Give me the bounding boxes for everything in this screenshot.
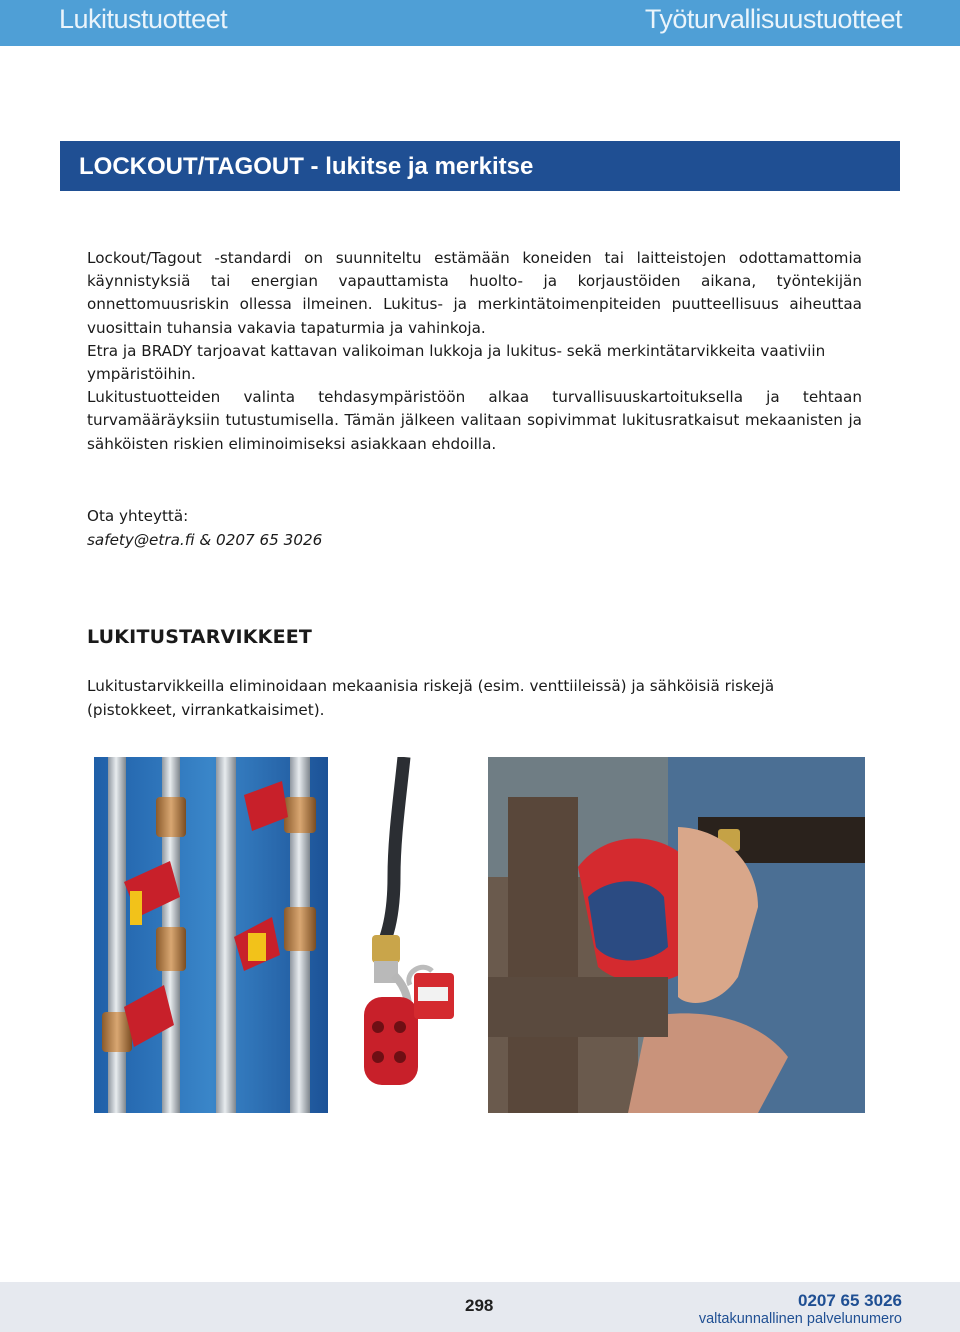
service-phone: 0207 65 3026 — [798, 1291, 902, 1310]
supplies-heading: LUKITUSTARVIKKEET — [87, 626, 313, 648]
supplies-text: Lukitustarvikkeilla eliminoidaan mekaanisia riskejä (esim. venttiileissä) ja sähköisiä riskejä (pistokkeet, virrankatkaisimet). — [87, 677, 775, 719]
catalog-title: Työturvallisuustuotteet — [644, 4, 902, 34]
page-number: 298 — [465, 1296, 494, 1315]
intro-paragraph-1: Lockout/Tagout -standardi on suunniteltu estämään koneiden tai laitteistojen odottamattomia käynnistyksiä tai energian vapauttamista huolto- ja korjaustöiden aikana, työntekijän onnettomuusriskin ollessa ilmeinen. Lukitus- ja merkintätoimenpiteiden puutteellisuus aiheuttaa vuosittain tuhansia vakavia tapaturmia ja vahinkoja. — [87, 249, 862, 337]
intro-paragraph-3: Lukitustuotteiden valinta tehdasympäristöön alkaa turvallisuuskartoituksella ja tehtaan turvamääräyksiin tutustumisella. Tämän jälkeen valitaan sopivimmat lukitusratkaisut mekaanisten ja sähköisten riskien eliminoimiseksi asiakkaan ehdoilla. — [87, 388, 862, 453]
section-title: LOCKOUT/TAGOUT - lukitse ja merkitse — [79, 153, 534, 180]
contact-label: Ota yhteyttä: — [87, 507, 189, 525]
service-phone-caption: valtakunnallinen palvelunumero — [698, 1311, 902, 1327]
contact-details: safety@etra.fi & 0207 65 3026 — [87, 531, 323, 549]
intro-paragraph-2: Etra ja BRADY tarjoavat kattavan valikoiman lukkoja ja lukitus- sekä merkintätarvikkeita vaativiin ympäristöihin. — [87, 341, 826, 384]
hand-valve-lockout-photo — [488, 757, 865, 1113]
page-footer — [0, 1282, 960, 1332]
category-title: Lukitustuotteet — [59, 4, 228, 34]
intro-text — [87, 247, 862, 456]
plug-lockout-photo — [334, 757, 486, 1113]
product-photos — [94, 757, 865, 1113]
section-banner — [60, 141, 900, 191]
contact-block — [87, 504, 322, 552]
top-header-bar — [0, 0, 960, 46]
valve-lockout-photo — [94, 757, 328, 1113]
